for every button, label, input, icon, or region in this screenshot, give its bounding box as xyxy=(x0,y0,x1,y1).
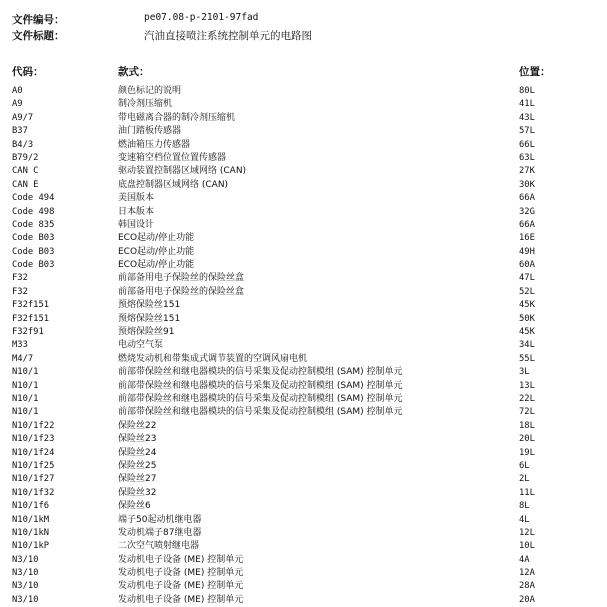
component-code: N10/1 xyxy=(12,380,39,391)
component-position: 34L xyxy=(519,340,535,351)
component-code: N3/10 xyxy=(12,568,39,579)
component-description: ECO起动/停止功能 xyxy=(118,260,195,271)
table-row xyxy=(0,420,607,433)
component-description: 电动空气泵 xyxy=(118,340,164,351)
position-column-header: 位置： xyxy=(519,66,551,78)
component-position: 4L xyxy=(519,514,530,525)
component-description: 颜色标记的说明 xyxy=(118,86,182,96)
table-row xyxy=(0,139,607,152)
component-code: Code 494 xyxy=(12,193,55,204)
component-code: CAN E xyxy=(12,179,39,190)
component-description: 前部带保险丝和继电器模块的信号采集及促动控制模组 (SAM) 控制单元 xyxy=(118,407,403,418)
component-description: 韩国设计 xyxy=(118,219,155,230)
component-position: 22L xyxy=(519,393,535,404)
component-position: 16E xyxy=(519,233,535,244)
component-position: 57L xyxy=(519,126,535,137)
component-description: 制冷剂压缩机 xyxy=(118,99,173,110)
component-description: 日本版本 xyxy=(118,206,155,217)
component-code: N10/1f25 xyxy=(12,460,55,471)
table-row xyxy=(0,259,607,272)
component-position: 8L xyxy=(519,501,530,512)
component-code: N10/1kP xyxy=(12,541,50,552)
component-position: 55L xyxy=(519,353,535,364)
component-position: 19L xyxy=(519,447,535,458)
table-row xyxy=(0,366,607,379)
component-code: A9 xyxy=(12,99,23,110)
table-row xyxy=(0,286,607,299)
component-position: 10L xyxy=(519,541,535,552)
component-position: 66A xyxy=(519,219,535,230)
component-description: 预熔保险丝151 xyxy=(118,313,181,324)
component-position: 47L xyxy=(519,273,535,284)
table-row xyxy=(0,326,607,339)
table-row xyxy=(0,192,607,205)
component-position: 20L xyxy=(519,434,535,445)
component-description: 变速箱空档位置位置传感器 xyxy=(118,152,227,163)
component-description: 前部带保险丝和继电器模块的信号采集及促动控制模组 (SAM) 控制单元 xyxy=(118,380,403,391)
table-row xyxy=(0,487,607,500)
component-code: Code B03 xyxy=(12,260,55,271)
component-description: 发动机端子87继电器 xyxy=(118,527,202,538)
component-code: N10/1f24 xyxy=(12,447,55,458)
component-position: 63L xyxy=(519,152,535,163)
component-description: 保险丝22 xyxy=(118,420,157,431)
table-row xyxy=(0,500,607,513)
component-description: 发动机电子设备 (ME) 控制单元 xyxy=(118,594,244,605)
component-description: 前部带保险丝和继电器模块的信号采集及促动控制模组 (SAM) 控制单元 xyxy=(118,367,403,378)
table-row xyxy=(0,339,607,352)
document-title-label: 文件标题： xyxy=(12,30,65,42)
component-code: N10/1kM xyxy=(12,514,50,525)
component-code: B37 xyxy=(12,126,28,137)
component-description: 驱动装置控制器区域网络 (CAN) xyxy=(118,166,247,177)
component-description: 油门踏板传感器 xyxy=(118,126,182,137)
component-description: 发动机电子设备 (ME) 控制单元 xyxy=(118,581,244,592)
component-description: 端子50起动机继电器 xyxy=(118,514,202,525)
component-code: M4/7 xyxy=(12,353,34,364)
component-code: CAN C xyxy=(12,166,39,177)
component-code: N3/10 xyxy=(12,581,39,592)
component-code: B79/2 xyxy=(12,152,39,163)
component-code: N10/1 xyxy=(12,407,39,418)
component-code: M33 xyxy=(12,340,28,351)
component-description: 美国版本 xyxy=(118,193,155,204)
component-code: F32 xyxy=(12,286,28,297)
component-position: 66A xyxy=(519,193,535,204)
component-description: 底盘控制器区域网络 (CAN) xyxy=(118,179,229,190)
table-row xyxy=(0,313,607,326)
table-row xyxy=(0,206,607,219)
component-code: N10/1f23 xyxy=(12,434,55,445)
table-row xyxy=(0,272,607,285)
table-row xyxy=(0,125,607,138)
component-position: 28A xyxy=(519,581,535,592)
table-row xyxy=(0,540,607,553)
component-code: N10/1f32 xyxy=(12,487,55,498)
component-code: F32 xyxy=(12,273,28,284)
table-row xyxy=(0,380,607,393)
component-code: Code 498 xyxy=(12,206,55,217)
table-row xyxy=(0,527,607,540)
component-code: N10/1f6 xyxy=(12,501,50,512)
component-position: 2L xyxy=(519,474,530,485)
code-column-header: 代码： xyxy=(12,66,44,78)
component-code: N10/1 xyxy=(12,367,39,378)
table-row xyxy=(0,179,607,192)
component-code: A0 xyxy=(12,86,23,96)
component-position: 32G xyxy=(519,206,535,217)
component-description: 预熔保险丝91 xyxy=(118,327,175,338)
component-description: 发动机电子设备 (ME) 控制单元 xyxy=(118,568,244,579)
component-position: 49H xyxy=(519,246,535,257)
component-position: 12A xyxy=(519,568,535,579)
table-row xyxy=(0,580,607,593)
component-code: N10/1f27 xyxy=(12,474,55,485)
table-row xyxy=(0,353,607,366)
component-code: N10/1kN xyxy=(12,527,50,538)
component-code: F32f91 xyxy=(12,327,44,338)
table-row xyxy=(0,232,607,245)
style-column-header: 款式： xyxy=(118,66,150,78)
component-position: 13L xyxy=(519,380,535,391)
table-row xyxy=(0,433,607,446)
component-position: 60A xyxy=(519,260,535,271)
component-description: 保险丝23 xyxy=(118,434,157,445)
component-position: 27K xyxy=(519,166,535,177)
component-position: 66L xyxy=(519,139,535,150)
component-description: 燃油箱压力传感器 xyxy=(118,139,191,150)
document-number-value: pe07.08-p-2101-97fad xyxy=(144,12,259,23)
table-row xyxy=(0,567,607,580)
component-description: 发动机电子设备 (ME) 控制单元 xyxy=(118,554,244,565)
component-position: 11L xyxy=(519,487,535,498)
component-code: N10/1 xyxy=(12,393,39,404)
component-description: 二次空气喷射继电器 xyxy=(118,541,200,552)
component-code: A9/7 xyxy=(12,112,34,123)
component-position: 20A xyxy=(519,594,535,605)
component-description: 前部备用电子保险丝的保险丝盒 xyxy=(118,286,245,297)
component-position: 12L xyxy=(519,527,535,538)
table-row xyxy=(0,460,607,473)
component-position: 72L xyxy=(519,407,535,418)
component-description: 保险丝24 xyxy=(118,447,157,458)
component-code: Code B03 xyxy=(12,246,55,257)
component-position: 4A xyxy=(519,554,530,565)
table-row xyxy=(0,447,607,460)
component-description: ECO起动/停止功能 xyxy=(118,246,195,257)
table-row xyxy=(0,165,607,178)
component-description: 保险丝25 xyxy=(118,460,157,471)
table-row xyxy=(0,98,607,111)
component-position: 3L xyxy=(519,367,530,378)
component-position: 45K xyxy=(519,327,535,338)
component-position: 30K xyxy=(519,179,535,190)
table-row xyxy=(0,594,607,607)
component-description: 保险丝6 xyxy=(118,501,151,512)
table-row xyxy=(0,473,607,486)
table-row xyxy=(0,246,607,259)
table-row xyxy=(0,514,607,527)
component-description: ECO起动/停止功能 xyxy=(118,233,195,244)
table-row xyxy=(0,85,607,98)
component-code: Code 835 xyxy=(12,219,55,230)
component-description: 前部带保险丝和继电器模块的信号采集及促动控制模组 (SAM) 控制单元 xyxy=(118,393,403,404)
table-row xyxy=(0,219,607,232)
component-position: 80L xyxy=(519,86,535,96)
component-code: Code B03 xyxy=(12,233,55,244)
component-code: B4/3 xyxy=(12,139,34,150)
component-position: 50K xyxy=(519,313,535,324)
component-description: 前部备用电子保险丝的保险丝盒 xyxy=(118,273,245,284)
component-position: 18L xyxy=(519,420,535,431)
component-position: 45K xyxy=(519,300,535,311)
component-code: N3/10 xyxy=(12,554,39,565)
table-row xyxy=(0,554,607,567)
component-code: F32f151 xyxy=(12,300,50,311)
document-number-label: 文件编号： xyxy=(12,14,65,26)
component-code: N3/10 xyxy=(12,594,39,605)
table-row xyxy=(0,152,607,165)
table-row xyxy=(0,299,607,312)
table-row xyxy=(0,406,607,419)
component-code: F32f151 xyxy=(12,313,50,324)
component-description: 保险丝27 xyxy=(118,474,157,485)
table-row xyxy=(0,393,607,406)
component-description: 带电磁离合器的制冷剂压缩机 xyxy=(118,112,236,123)
component-description: 燃烧发动机和带集成式调节装置的空调风扇电机 xyxy=(118,353,308,364)
component-code: N10/1f22 xyxy=(12,420,55,431)
component-table xyxy=(0,85,607,607)
component-description: 保险丝32 xyxy=(118,487,157,498)
component-position: 43L xyxy=(519,112,535,123)
component-position: 41L xyxy=(519,99,535,110)
document-title-value: 汽油直接喷注系统控制单元的电路图 xyxy=(144,30,312,42)
component-description: 预熔保险丝151 xyxy=(118,300,181,311)
component-position: 52L xyxy=(519,286,535,297)
component-position: 6L xyxy=(519,460,530,471)
table-row xyxy=(0,112,607,125)
